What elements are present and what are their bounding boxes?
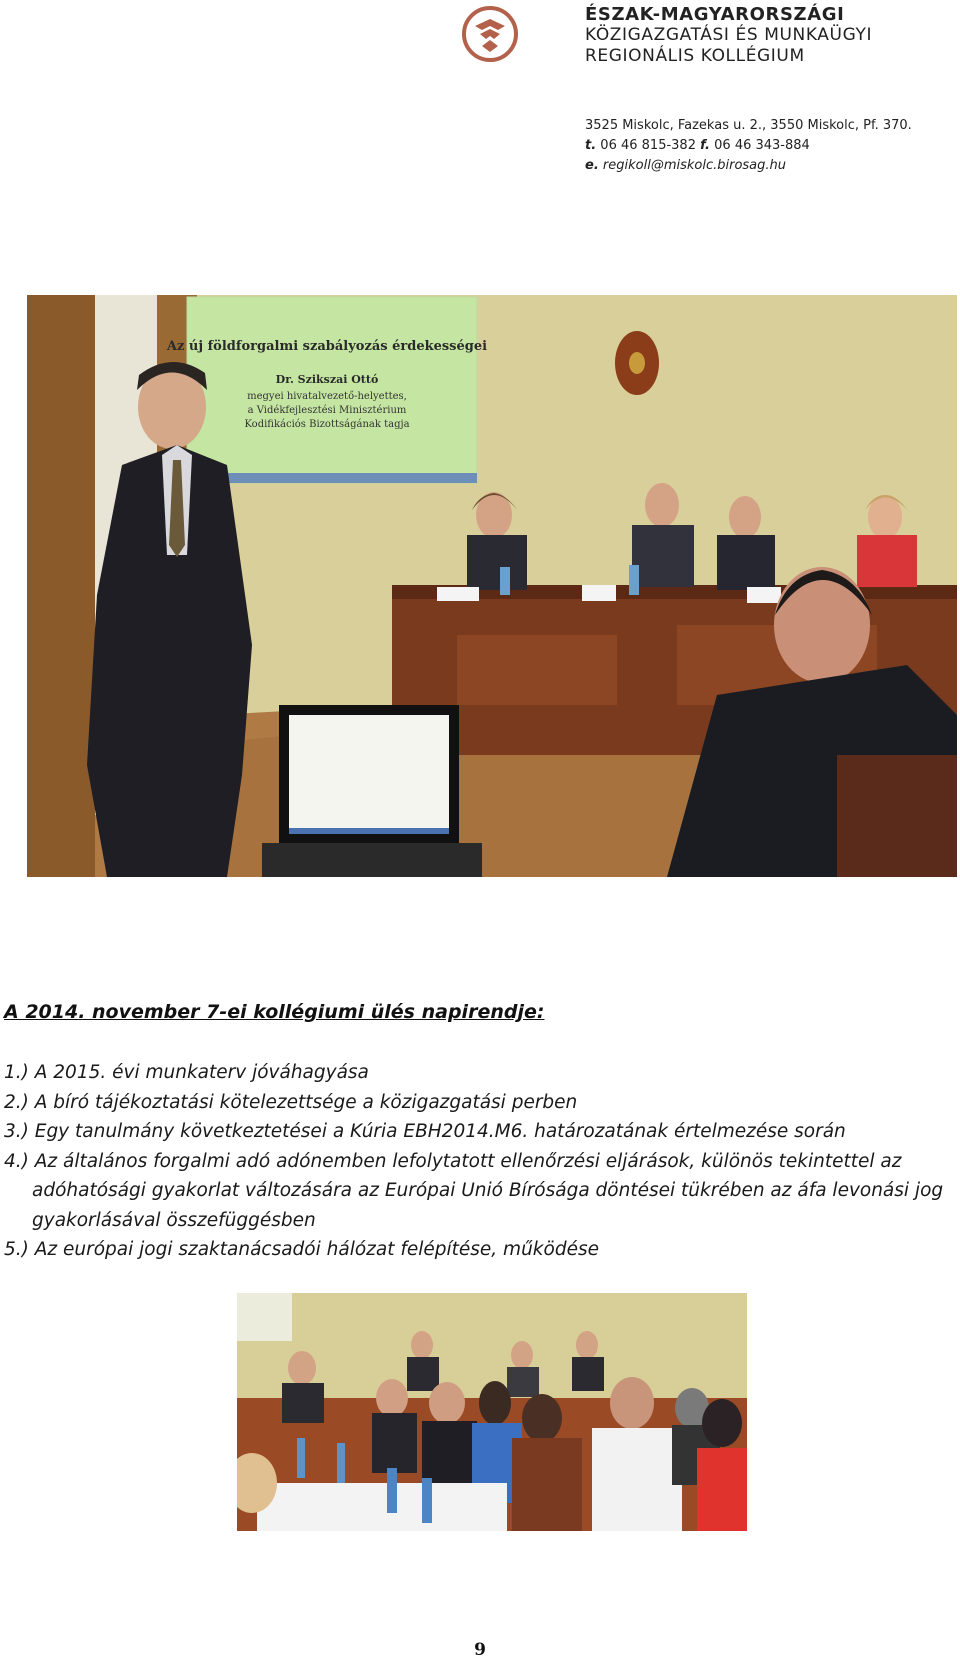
phone: 06 46 815-382 bbox=[600, 138, 696, 153]
agenda-item: 2.) A bíró tájékoztatási kötelezettsége a közigazgatási perben bbox=[4, 1091, 578, 1113]
slide-line-2: megyei hivatalvezető-helyettes, bbox=[247, 391, 407, 402]
slide-line-1: Dr. Szikszai Ottó bbox=[275, 373, 379, 386]
organization-name bbox=[585, 4, 872, 67]
agenda-title: A 2014. november 7-ei kollégiumi ülés napirendje: bbox=[4, 1001, 545, 1023]
meeting-photo-audience bbox=[237, 1293, 747, 1531]
phone-fax-line bbox=[585, 136, 912, 156]
college-logo bbox=[462, 6, 518, 62]
agenda-item: 5.) Az európai jogi szaktanácsadói hálózat felépítése, működése bbox=[4, 1239, 599, 1260]
org-line-3: REGIONÁLIS KOLLÉGIUM bbox=[585, 46, 805, 66]
fax-label: f. bbox=[700, 138, 710, 153]
email-line bbox=[585, 156, 912, 176]
address: 3525 Miskolc, Fazekas u. 2., 3550 Miskolc, Pf. 370. bbox=[585, 118, 912, 133]
slide-title: Az új földforgalmi szabályozás érdekességei bbox=[166, 339, 488, 354]
phone-label: t. bbox=[585, 138, 597, 153]
agenda-item: 3.) Egy tanulmány következtetései a Kúria EBH2014.M6. határozatának értelmezése során bbox=[4, 1121, 846, 1142]
agenda-item: 1.) A 2015. évi munkaterv jóváhagyása bbox=[4, 1062, 369, 1083]
meeting-photo-presenter bbox=[27, 295, 957, 877]
agenda-item: 4.) Az általános forgalmi adó adónemben lefolytatott ellenőrzési eljárások, különös tekintettel az adóhatósági gyakorlat változására az Európai Unió Bírósága döntései tükrében az áfa levonási jog gyakorlásával összefüggésben bbox=[4, 1150, 944, 1231]
email-label: e. bbox=[585, 158, 599, 173]
fax: 06 46 343-884 bbox=[714, 138, 810, 153]
slide-line-4: Kodifikációs Bizottságának tagja bbox=[244, 419, 410, 430]
email: regikoll@miskolc.birosag.hu bbox=[602, 158, 787, 173]
slide-line-3: a Vidékfejlesztési Minisztérium bbox=[247, 405, 407, 416]
page-number: 9 bbox=[474, 1640, 486, 1660]
contact-block bbox=[585, 116, 912, 176]
org-line-1: ÉSZAK-MAGYARORSZÁGI bbox=[585, 4, 845, 25]
agenda-list bbox=[4, 1058, 954, 1265]
org-line-2: KÖZIGAZGATÁSI ÉS MUNKAÜGYI bbox=[585, 25, 873, 45]
